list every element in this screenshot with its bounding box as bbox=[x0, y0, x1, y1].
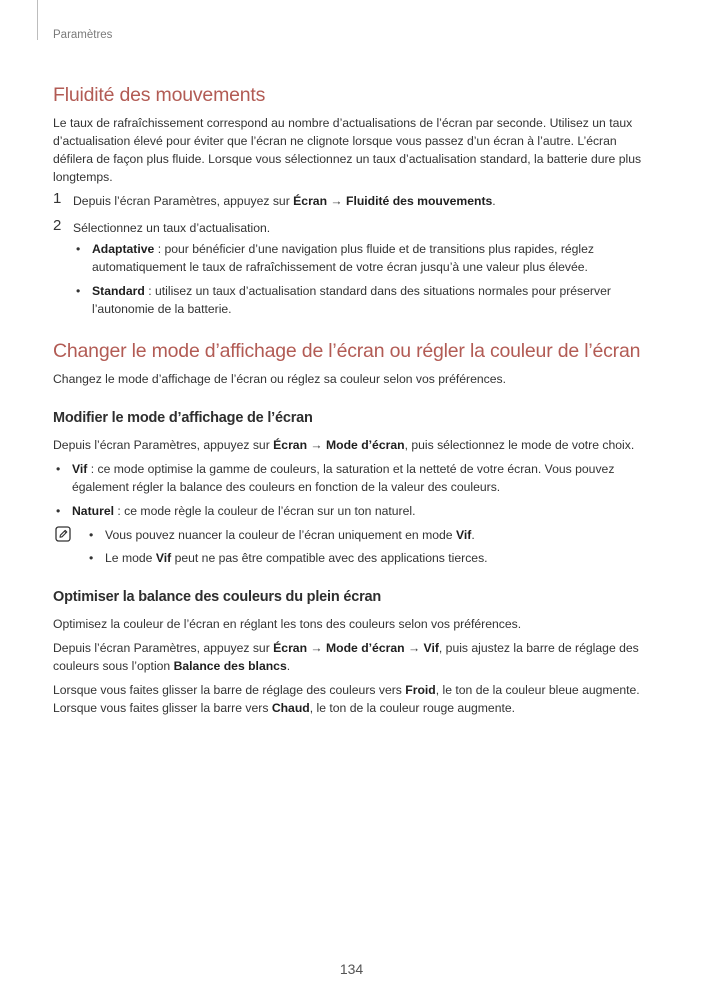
refresh-rate-options bbox=[73, 240, 648, 318]
list-item-naturel: • Naturel : ce mode règle la couleur de l’écran sur un ton naturel. bbox=[53, 502, 648, 520]
list-item-vif: • Vif : ce mode optimise la gamme de couleurs, la saturation et la netteté de votre écran. Vous pouvez également régler la balance des couleurs en fonction de la valeur des couleurs. bbox=[53, 460, 648, 496]
white-balance-instructions: Depuis l’écran Paramètres, appuyez sur Écran → Mode d’écran → Vif, puis ajustez la barre de réglage des couleurs sous l’option Balance des blancs. bbox=[53, 641, 639, 673]
note-pencil-icon bbox=[55, 526, 71, 542]
step-number: 1 bbox=[53, 190, 62, 207]
fluidity-intro: Le taux de rafraîchissement correspond au nombre d’actualisations de l’écran par seconde. Utilisez un taux d’actualisation élevé pour éviter que l’écran ne clignote lorsque vous passez d’un écran à l’autre. L’écran défilera de façon plus fluide. Lorsque vous sélectionnez un taux d’actualisation standard, la batterie dure plus longtemps. bbox=[53, 116, 642, 184]
header-divider-line bbox=[37, 0, 38, 40]
section-title-fluidity: Fluidité des mouvements bbox=[53, 84, 266, 106]
screen-mode-options bbox=[53, 460, 648, 520]
step-number: 2 bbox=[53, 217, 62, 234]
note-list bbox=[79, 526, 648, 567]
page-header: Paramètres bbox=[53, 29, 113, 41]
note-box bbox=[53, 526, 648, 567]
note-item: • Le mode Vif peut ne pas être compatible avec des applications tierces. bbox=[79, 549, 648, 567]
page-number: 134 bbox=[339, 961, 364, 977]
step-2: 2 Sélectionnez un taux d’actualisation. • Adaptative : pour bénéficier d’une navigation plus fluide et de transitions plus rapides, réglez automatiquement le taux de rafraîchissement de votre écran jusqu’à une valeur plus élevée. • Standard : utilisez un taux d’actualisation standard dans des situations normales pour préserver l’autonomie de la batterie. bbox=[53, 219, 648, 318]
screen-mode-instructions: Depuis l’écran Paramètres, appuyez sur Écran → Mode d’écran, puis sélectionnez le mode de votre choix. bbox=[53, 438, 635, 452]
subsection-title-white-balance: Optimiser la balance des couleurs du plein écran bbox=[53, 589, 382, 605]
note-item: • Vous pouvez nuancer la couleur de l’écran uniquement en mode Vif. bbox=[79, 526, 648, 544]
white-balance-slider-info: Lorsque vous faites glisser la barre de réglage des couleurs vers Froid, le ton de la couleur bleue augmente. Lorsque vous faites glisser la barre vers Chaud, le ton de la couleur rouge augmente. bbox=[53, 683, 640, 715]
menu-ecran: Écran bbox=[293, 194, 328, 208]
subsection-title-screen-mode: Modifier le mode d’affichage de l’écran bbox=[53, 410, 313, 426]
white-balance-intro: Optimisez la couleur de l’écran en réglant les tons des couleurs selon vos préférences. bbox=[53, 617, 522, 631]
page-content bbox=[53, 82, 648, 723]
section-title-display-mode: Changer le mode d’affichage de l’écran ou régler la couleur de l’écran bbox=[53, 340, 641, 362]
list-item-adaptative: • Adaptative : pour bénéficier d’une navigation plus fluide et de transitions plus rapides, réglez automatiquement le taux de rafraîchissement de votre écran jusqu’à une valeur plus élevée. bbox=[73, 240, 648, 276]
menu-fluidite: Fluidité des mouvements bbox=[346, 194, 493, 208]
step-1: 1 Depuis l’écran Paramètres, appuyez sur Écran → Fluidité des mouvements. bbox=[53, 190, 496, 208]
list-item-standard: • Standard : utilisez un taux d’actualisation standard dans des situations normales pour préserver l’autonomie de la batterie. bbox=[73, 282, 648, 318]
display-mode-intro: Changez le mode d’affichage de l’écran ou réglez sa couleur selon vos préférences. bbox=[53, 372, 507, 386]
